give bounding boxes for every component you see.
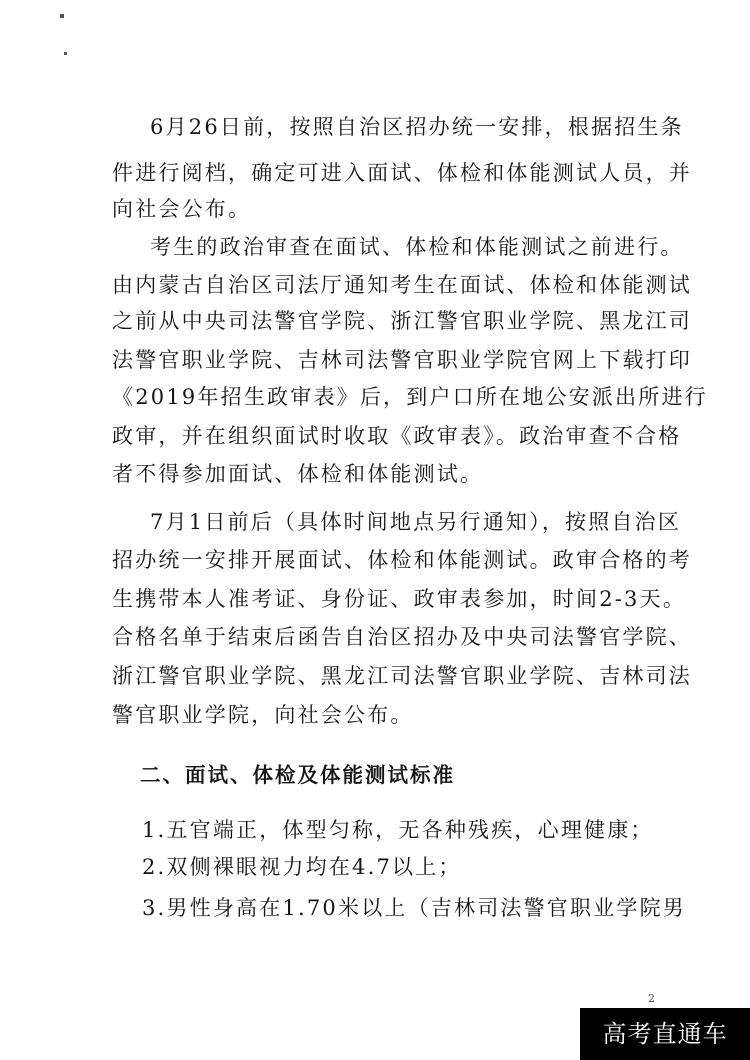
paragraph-line: 由内蒙古自治区司法厅通知考生在面试、体检和体能测试 [112,273,692,297]
paragraph-line: 者不得参加面试、体检和体能测试。 [112,462,484,486]
paragraph-line: 政审，并在组织面试时收取《政审表》。政治审查不合格 [112,424,682,448]
scan-mark [64,52,67,55]
list-item: 2.双侧裸眼视力均在4.7以上； [142,855,462,879]
paragraph-line: 之前从中央司法警官学院、浙江警官职业学院、黑龙江司 [112,309,692,333]
paragraph-line: 考生的政治审查在面试、体检和体能测试之前进行。 [150,235,684,259]
paragraph-line: 招办统一安排开展面试、体检和体能测试。政审合格的考 [112,548,692,572]
paragraph-line: 法警官职业学院、吉林司法警官职业学院官网上下载打印 [112,348,692,372]
paragraph-line: 件进行阅档，确定可进入面试、体检和体能测试人员，并 [112,161,692,185]
paragraph-line: 向社会公布。 [112,197,252,221]
page-number: 2 [648,992,655,1005]
paragraph-line: 7月1日前后（具体时间地点另行通知），按照自治区 [150,510,682,534]
paragraph-line: 6月26日前，按照自治区招办统一安排，根据招生条 [150,115,684,139]
section-heading: 二、面试、体检及体能测试标准 [140,763,455,787]
paragraph-line: 警官职业学院，向社会公布。 [112,703,414,727]
list-item: 3.男性身高在1.70米以上（吉林司法警官职业学院男 [142,896,686,920]
paragraph-line: 生携带本人准考证、身份证、政审表参加，时间2-3天。 [112,587,687,611]
paragraph-line: 合格名单于结束后函告自治区招办及中央司法警官学院、 [112,625,692,649]
list-item: 1.五官端正，体型匀称，无各种残疾，心理健康； [142,818,654,842]
paragraph-line: 浙江警官职业学院、黑龙江司法警官职业学院、吉林司法 [112,664,692,688]
watermark-badge: 高考直通车 [580,1008,750,1060]
scan-mark [60,14,64,18]
paragraph-line: 《2019年招生政审表》后，到户口所在地公安派出所进行 [112,385,708,409]
